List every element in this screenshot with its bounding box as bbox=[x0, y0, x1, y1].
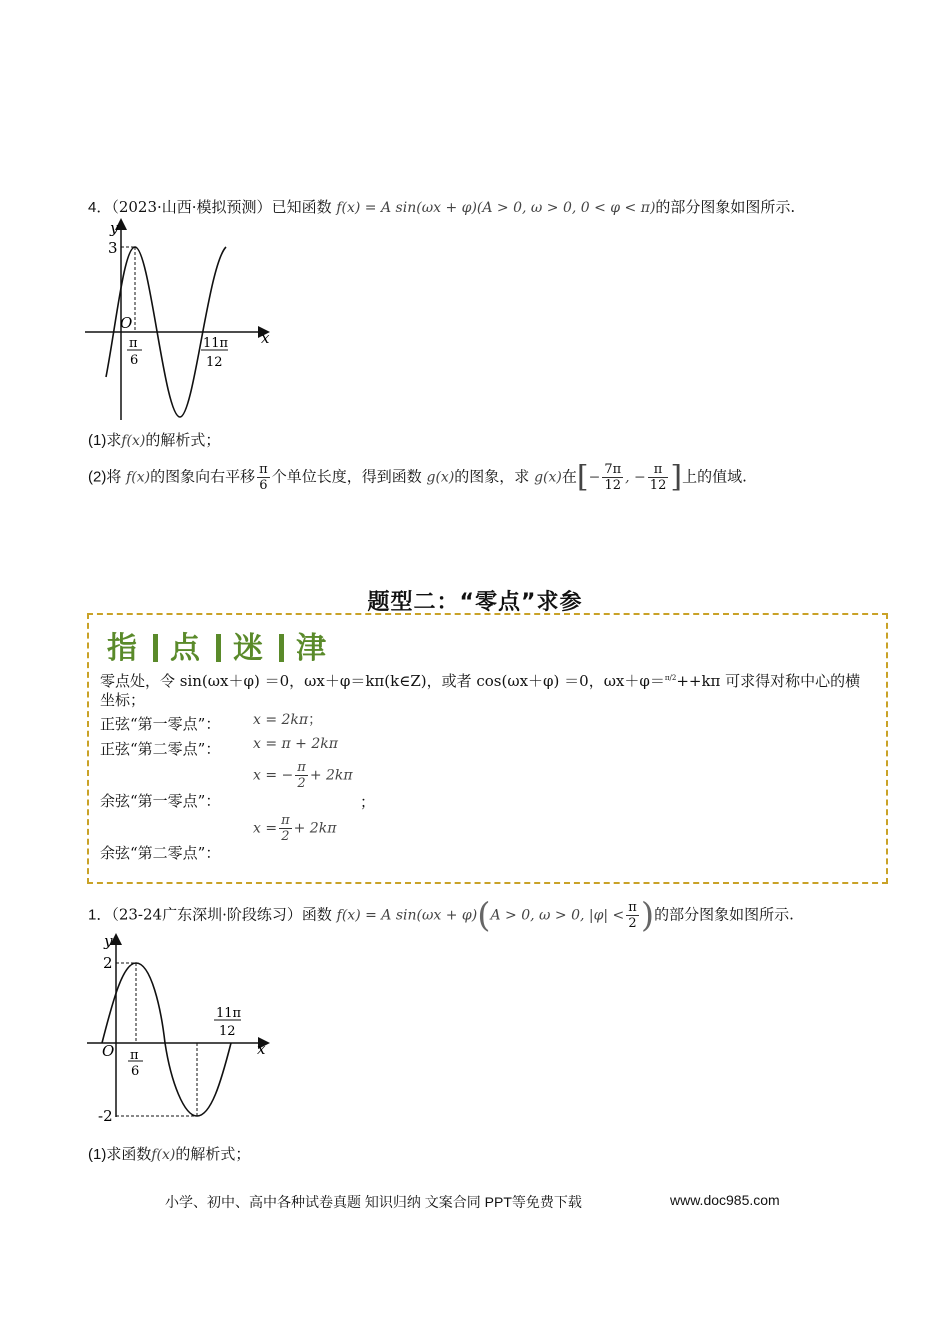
row-label: 正弦“第一零点”： bbox=[100, 715, 221, 733]
question-source: （2023·山西·模拟预测） bbox=[111, 198, 272, 216]
banner-char: 指 bbox=[107, 631, 141, 666]
y-max-label: 2 bbox=[103, 954, 113, 972]
question-tail: 的部分图象如图所示. bbox=[655, 198, 796, 216]
y-min-label: -2 bbox=[98, 1107, 113, 1125]
part1-prefix: (1)求 bbox=[88, 432, 122, 449]
part1-func: f(x) bbox=[151, 1147, 176, 1163]
part1-suffix: 的解析式； bbox=[145, 431, 221, 449]
footer-url[interactable]: www.doc985.com bbox=[670, 1192, 780, 1208]
question-number: 4． bbox=[88, 199, 112, 216]
q4-part2: (2)将 f(x)的图象向右平移 $\frac{\pi}{6}$ 个单位长度，得到函数 g(x)的图象，求 g(x)在[− $\frac{7\pi}{12}$ , − $\frac{\pi}{12}$ ]上的值域. bbox=[88, 459, 747, 495]
banner-char: 点 bbox=[170, 631, 204, 666]
function-condition: A > 0, ω > 0, |φ| < bbox=[490, 907, 625, 924]
tips-row2-math: x = π + 2kπ bbox=[253, 736, 338, 752]
tick1-num: π bbox=[130, 1048, 139, 1063]
x-axis-label: x bbox=[261, 329, 270, 347]
function-formula: f(x) = A sin(ωx + φ) bbox=[336, 907, 478, 924]
question-intro: 函数 bbox=[301, 905, 332, 924]
footer-text: 小学、初中、高中各种试卷真题 知识归纳 文案合同 PPT等免费下载 bbox=[165, 1194, 582, 1210]
q1-graph bbox=[85, 930, 285, 1130]
tick2-den: 12 bbox=[206, 355, 223, 370]
condition-fraction: $\frac{\pi}{2}$ bbox=[628, 900, 637, 931]
tips-row3 bbox=[100, 791, 220, 811]
tips-row1-math: x = 2kπ； bbox=[253, 712, 323, 728]
part2-g2: g(x) bbox=[534, 469, 562, 486]
function-formula: f(x) = A sin(ωx + φ)(A > 0, ω > 0, 0 < φ < π) bbox=[336, 200, 656, 216]
part2-f: f(x) bbox=[126, 469, 151, 486]
part1-suffix: 的解析式； bbox=[175, 1145, 251, 1163]
tick2-num: 11π bbox=[216, 1006, 242, 1021]
question-tail: 的部分图象如图所示. bbox=[654, 905, 794, 924]
banner-char: 津 bbox=[296, 631, 330, 666]
question-intro: 已知函数 bbox=[271, 198, 332, 216]
part2-text1: 的图象向右平移 bbox=[150, 467, 256, 486]
interval-a: $\frac{7\pi}{12}$ bbox=[604, 462, 622, 493]
tips-line1-text: 零点处，令 sin(ωx＋φ) ＝0，ωx＋φ＝kπ(k∈Z)，或者 cos(ωx＋φ) ＝0，ωx＋φ＝ bbox=[100, 672, 665, 690]
shift-fraction: $\frac{\pi}{6}$ bbox=[259, 462, 268, 493]
part2-text3: 的图象，求 bbox=[454, 467, 530, 486]
tips-line1-end: ++kπ 可求得对称中心的横 bbox=[676, 672, 861, 690]
sine-curve bbox=[102, 963, 231, 1116]
interval-b: $\frac{\pi}{12}$ bbox=[649, 462, 667, 493]
tips-line1 bbox=[100, 668, 860, 691]
tips-row1 bbox=[100, 714, 220, 734]
tips-line1-small: π/2 bbox=[664, 674, 677, 682]
y-axis-label: y bbox=[110, 219, 119, 237]
part2-text4: 在 bbox=[561, 467, 577, 486]
tick1-num: π bbox=[129, 336, 138, 351]
y-max-label: 3 bbox=[108, 239, 118, 257]
part2-prefix: (2)将 bbox=[88, 468, 122, 486]
q1-part1 bbox=[88, 1144, 250, 1165]
tick1-den: 6 bbox=[130, 353, 139, 368]
part2-g1: g(x) bbox=[426, 469, 455, 486]
tips-line2: 坐标； bbox=[100, 691, 146, 709]
part1-func: f(x) bbox=[121, 433, 146, 449]
tips-row4 bbox=[100, 843, 220, 863]
x-axis-label: x bbox=[257, 1040, 266, 1058]
question-1-stem: 1．（23-24广东深圳·阶段练习）函数 f(x) = A sin(ωx + φ)(A > 0, ω > 0, |φ| < $\frac{\pi}{2}$ )的部分图象如图所示. bbox=[88, 895, 794, 936]
tips-row4-math: x = $\frac{\pi}{2}$ + 2kπ bbox=[253, 813, 337, 844]
tips-row3-math: x = − $\frac{\pi}{2}$ + 2kπ bbox=[253, 760, 353, 791]
part2-text5: 上的值域. bbox=[682, 467, 747, 486]
tick1-den: 6 bbox=[131, 1064, 140, 1079]
y-axis-label: y bbox=[104, 932, 113, 950]
banner-char: 迷 bbox=[233, 631, 267, 666]
section-title: 题型二：“零点”求参 bbox=[367, 590, 583, 615]
part2-text2: 个单位长度，得到函数 bbox=[271, 467, 422, 486]
tick2-den: 12 bbox=[219, 1024, 236, 1039]
row-label: 余弦“第一零点”： bbox=[100, 792, 221, 810]
question-number: 1． bbox=[88, 906, 112, 924]
tips-row3-end: ； bbox=[360, 793, 376, 811]
question-source: （23-24广东深圳·阶段练习） bbox=[111, 905, 302, 924]
row-label: 正弦“第二零点”： bbox=[100, 740, 221, 758]
origin-label: O bbox=[120, 314, 133, 332]
q4-graph bbox=[80, 215, 280, 425]
tips-row2 bbox=[100, 739, 220, 759]
tips-banner bbox=[107, 623, 330, 667]
q4-part1 bbox=[88, 430, 220, 451]
part1-prefix: (1)求函数 bbox=[88, 1146, 152, 1163]
row-label: 余弦“第二零点”： bbox=[100, 844, 221, 862]
origin-label: O bbox=[102, 1042, 115, 1060]
tick2-num: 11π bbox=[203, 336, 229, 351]
